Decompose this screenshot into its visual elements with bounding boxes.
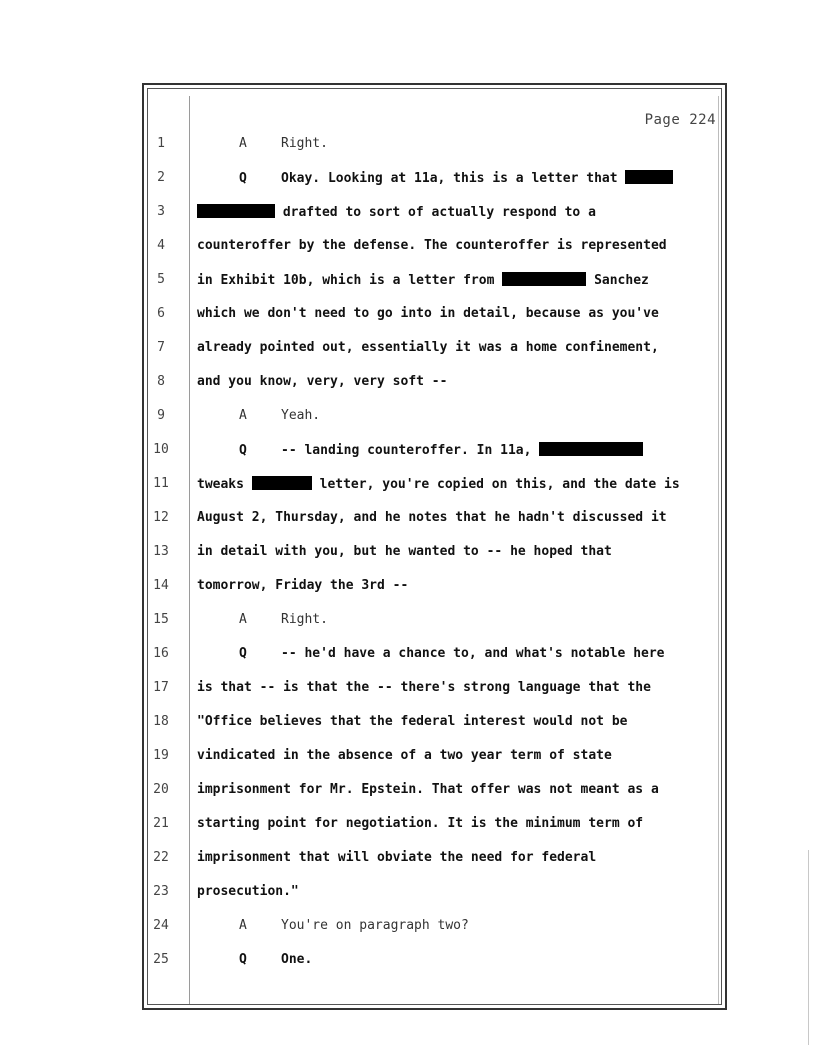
line-text: in Exhibit 10b, which is a letter from bbox=[197, 273, 495, 288]
line-number: 15 bbox=[153, 612, 169, 627]
transcript-line bbox=[0, 714, 816, 738]
transcript-line bbox=[0, 646, 816, 670]
line-number: 12 bbox=[153, 510, 169, 525]
transcript-line bbox=[0, 510, 816, 534]
transcript-line bbox=[0, 170, 816, 194]
line-number: 25 bbox=[153, 952, 169, 967]
line-text: starting point for negotiation. It is the minimum term of bbox=[197, 816, 644, 831]
line-text: and you know, very, very soft -- bbox=[197, 374, 448, 389]
transcript-line bbox=[0, 204, 816, 228]
line-number: 11 bbox=[153, 476, 169, 491]
line-text: Right. bbox=[281, 136, 328, 151]
line-number: 10 bbox=[153, 442, 169, 457]
line-number: 7 bbox=[157, 340, 165, 355]
transcript-line bbox=[0, 748, 816, 772]
line-number: 16 bbox=[153, 646, 169, 661]
line-text: Yeah. bbox=[281, 408, 321, 423]
line-number: 5 bbox=[157, 272, 165, 287]
transcript-line bbox=[0, 918, 816, 942]
line-number: 22 bbox=[153, 850, 169, 865]
transcript-line bbox=[0, 578, 816, 602]
transcript-line bbox=[0, 442, 816, 466]
line-text: counteroffer by the defense. The counteroffer is represented bbox=[197, 238, 667, 253]
line-number: 23 bbox=[153, 884, 169, 899]
line-number: 6 bbox=[157, 306, 165, 321]
redaction-box bbox=[539, 442, 643, 456]
speaker-label: A bbox=[239, 612, 247, 627]
speaker-label: A bbox=[239, 408, 247, 423]
line-number: 17 bbox=[153, 680, 169, 695]
line-text: -- landing counteroffer. In 11a, bbox=[281, 443, 532, 458]
transcript-line bbox=[0, 680, 816, 704]
line-number: 1 bbox=[157, 136, 165, 151]
line-text: prosecution." bbox=[197, 884, 299, 899]
line-number: 18 bbox=[153, 714, 169, 729]
line-number: 13 bbox=[153, 544, 169, 559]
line-text: tomorrow, Friday the 3rd -- bbox=[197, 578, 409, 593]
line-text: "Office believes that the federal interest would not be bbox=[197, 714, 628, 729]
line-text: August 2, Thursday, and he notes that he hadn't discussed it bbox=[197, 510, 667, 525]
transcript-line bbox=[0, 952, 816, 976]
line-text: You're on paragraph two? bbox=[281, 918, 469, 933]
line-text: which we don't need to go into in detail, because as you've bbox=[197, 306, 659, 321]
page-number: Page 224 bbox=[644, 112, 716, 128]
line-text-continued: Sanchez bbox=[594, 273, 649, 288]
line-number: 20 bbox=[153, 782, 169, 797]
line-number: 21 bbox=[153, 816, 169, 831]
line-number: 2 bbox=[157, 170, 165, 185]
line-text: Right. bbox=[281, 612, 328, 627]
line-text: drafted to sort of actually respond to a bbox=[282, 205, 596, 220]
speaker-label: Q bbox=[239, 171, 247, 186]
redaction-box bbox=[197, 204, 275, 218]
line-number: 8 bbox=[157, 374, 165, 389]
line-number: 4 bbox=[157, 238, 165, 253]
transcript-line bbox=[0, 816, 816, 840]
line-number: 19 bbox=[153, 748, 169, 763]
line-number: 24 bbox=[153, 918, 169, 933]
transcript-line bbox=[0, 238, 816, 262]
line-text: Okay. Looking at 11a, this is a letter that bbox=[281, 171, 618, 186]
redaction-box bbox=[502, 272, 586, 286]
line-text: imprisonment for Mr. Epstein. That offer was not meant as a bbox=[197, 782, 659, 797]
scan-edge-mark bbox=[808, 850, 809, 1045]
line-text-continued: letter, you're copied on this, and the date is bbox=[319, 477, 680, 492]
redaction-box bbox=[625, 170, 673, 184]
transcript-line bbox=[0, 782, 816, 806]
line-number: 3 bbox=[157, 204, 165, 219]
line-text: -- he'd have a chance to, and what's notable here bbox=[281, 646, 665, 661]
speaker-label: Q bbox=[239, 952, 247, 967]
transcript-line bbox=[0, 306, 816, 330]
transcript-line bbox=[0, 272, 816, 296]
redaction-box bbox=[252, 476, 312, 490]
transcript-line bbox=[0, 884, 816, 908]
transcript-line bbox=[0, 544, 816, 568]
line-text: imprisonment that will obviate the need for federal bbox=[197, 850, 597, 865]
transcript-line bbox=[0, 136, 816, 160]
line-text: tweaks bbox=[197, 477, 244, 492]
line-text: already pointed out, essentially it was a home confinement, bbox=[197, 340, 659, 355]
transcript-line bbox=[0, 340, 816, 364]
line-text: is that -- is that the -- there's strong language that the bbox=[197, 680, 651, 695]
transcript-line bbox=[0, 850, 816, 874]
line-number: 9 bbox=[157, 408, 165, 423]
transcript-line bbox=[0, 408, 816, 432]
transcript-line bbox=[0, 476, 816, 500]
line-text: One. bbox=[281, 952, 313, 967]
line-number: 14 bbox=[153, 578, 169, 593]
line-text: in detail with you, but he wanted to -- he hoped that bbox=[197, 544, 612, 559]
speaker-label: Q bbox=[239, 646, 247, 661]
transcript-line bbox=[0, 374, 816, 398]
speaker-label: A bbox=[239, 918, 247, 933]
line-text: vindicated in the absence of a two year term of state bbox=[197, 748, 612, 763]
speaker-label: Q bbox=[239, 443, 247, 458]
transcript-line bbox=[0, 612, 816, 636]
speaker-label: A bbox=[239, 136, 247, 151]
